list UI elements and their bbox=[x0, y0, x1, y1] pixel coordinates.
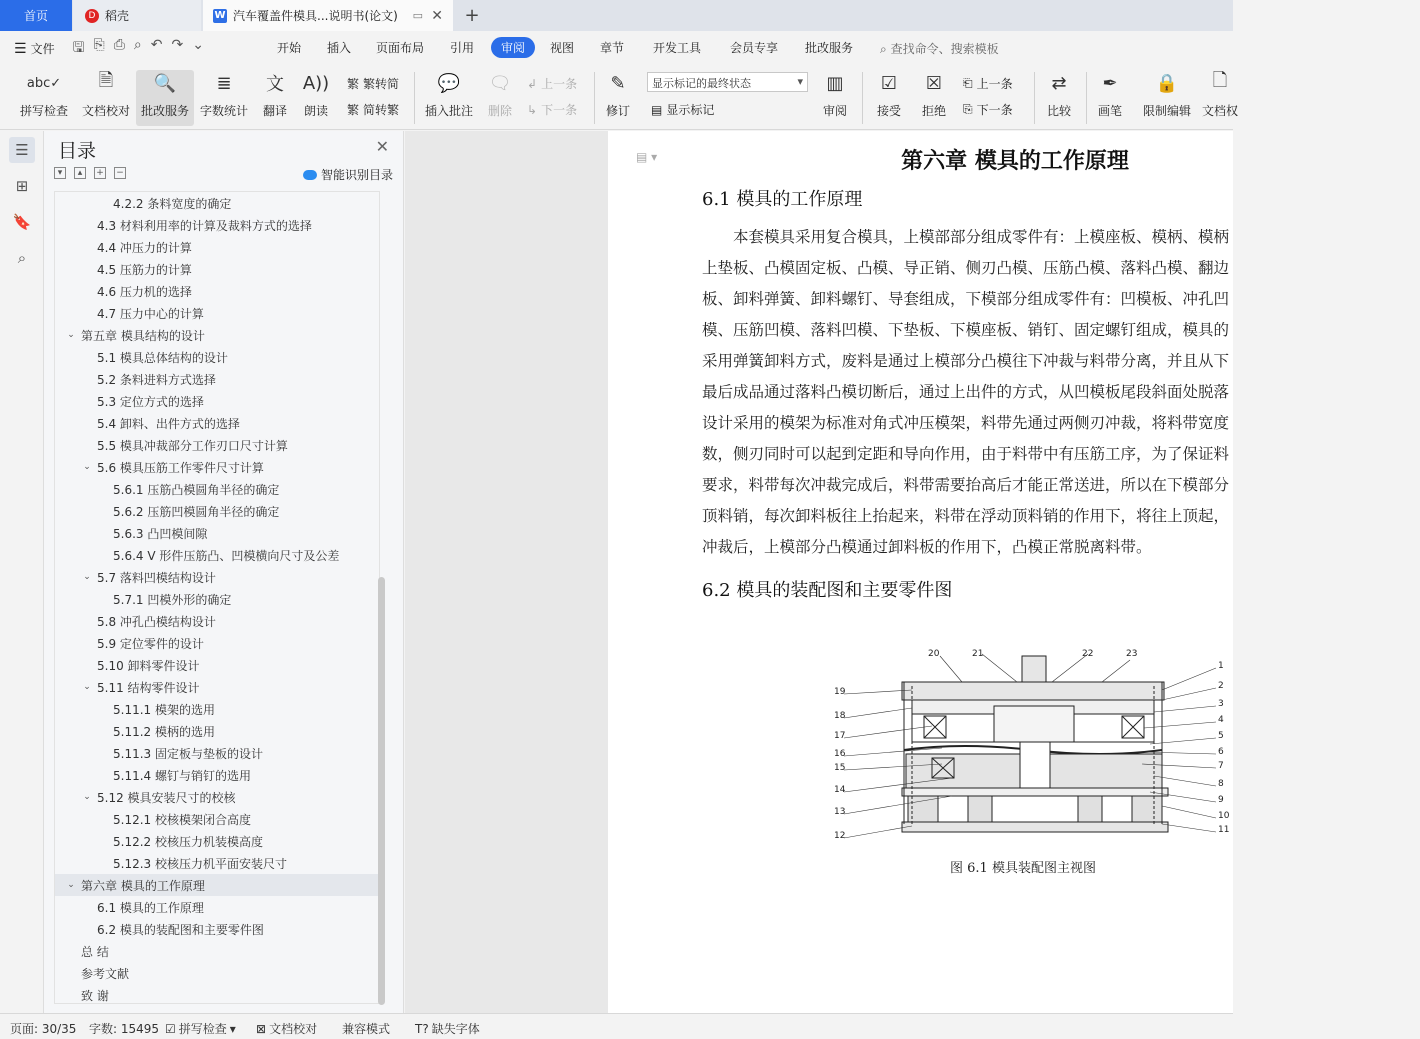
figure-part-label: 4 bbox=[1218, 715, 1224, 725]
daoke-logo-icon: D bbox=[85, 9, 99, 23]
toc-item-label: 5.11.3 固定板与垫板的设计 bbox=[113, 746, 263, 761]
smart-toc-label: 智能识别目录 bbox=[320, 168, 393, 182]
remove-heading-icon[interactable]: − bbox=[114, 167, 126, 179]
toc-item-label: 5.11 结构零件设计 bbox=[97, 680, 200, 695]
toc-item-label: 5.7 落料凹模结构设计 bbox=[97, 570, 216, 585]
toc-title: 目录 bbox=[58, 140, 97, 162]
review-pane-label: 审阅 bbox=[822, 104, 847, 118]
figure-part-label: 12 bbox=[834, 831, 846, 841]
prev-change-button[interactable] bbox=[963, 75, 1013, 92]
toc-item-label: 4.5 压筋力的计算 bbox=[97, 262, 192, 277]
writer-logo-icon: W bbox=[214, 10, 226, 21]
page-indicator[interactable]: 页面: 30/35 bbox=[10, 1022, 77, 1036]
toc-item[interactable] bbox=[55, 368, 379, 390]
doc-permission-icon: 🗋 bbox=[1212, 70, 1228, 91]
figure-part-label: 8 bbox=[1218, 779, 1224, 789]
show-markup-button[interactable] bbox=[651, 101, 714, 118]
figure-part-label: 5 bbox=[1218, 731, 1224, 741]
toc-item[interactable] bbox=[55, 588, 379, 610]
review-pane-button[interactable] bbox=[816, 70, 854, 119]
toc-item-label: 4.4 冲压力的计算 bbox=[97, 240, 192, 255]
paragraph-line: 采用弹簧卸料方式，废料是通过上模部分凸模往下冲裁与料带分离，并且从下 bbox=[702, 352, 1230, 370]
file-menu-label: 文件 bbox=[30, 42, 55, 56]
figure-part-label: 21 bbox=[972, 649, 984, 659]
toc-item-label: 5.10 卸料零件设计 bbox=[97, 658, 200, 673]
toc-item[interactable] bbox=[55, 522, 379, 544]
menu-bar bbox=[0, 31, 1233, 66]
reject-button[interactable] bbox=[915, 70, 953, 119]
figure-caption: 图 6.1 模具装配图主视图 bbox=[950, 861, 1096, 876]
accept-icon: ☑ bbox=[880, 72, 898, 94]
toc-item[interactable] bbox=[55, 610, 379, 632]
export-icon[interactable]: ⎘ bbox=[93, 36, 105, 53]
toc-item-label: 5.6.1 压筋凸模圆角半径的确定 bbox=[113, 482, 280, 497]
preview-icon[interactable]: ⌕ bbox=[133, 36, 142, 53]
toc-item-label: 第六章 模具的工作原理 bbox=[81, 878, 205, 893]
toc-list bbox=[54, 191, 380, 1004]
to-traditional-button[interactable] bbox=[347, 75, 399, 92]
figure-part-label: 10 bbox=[1218, 811, 1230, 821]
figure-part-label: 23 bbox=[1126, 649, 1138, 659]
toc-item[interactable] bbox=[55, 984, 379, 1006]
chevron-down-icon[interactable]: ⌄ bbox=[67, 880, 75, 890]
toc-item[interactable] bbox=[55, 412, 379, 434]
spellcheck-label: 拼写检查 bbox=[19, 104, 68, 118]
next-comment-label: 下一条 bbox=[541, 103, 578, 117]
toc-item-label: 6.2 模具的装配图和主要零件图 bbox=[97, 922, 264, 937]
tab-daoke-label: 稻壳 bbox=[105, 9, 130, 23]
translate-icon: 文 bbox=[266, 74, 284, 95]
toc-scrollbar[interactable] bbox=[378, 577, 385, 1005]
ribbon-toolbar bbox=[0, 66, 1238, 130]
tab-daoke[interactable] bbox=[73, 0, 201, 31]
hamburger-icon: ☰ bbox=[14, 40, 27, 57]
prev-change-label: 上一条 bbox=[976, 77, 1013, 91]
correction-service-label: 批改服务 bbox=[140, 104, 189, 118]
upper-die-plate bbox=[902, 682, 1164, 700]
figure-part-label: 2 bbox=[1218, 681, 1224, 691]
compat-mode[interactable]: 兼容模式 bbox=[342, 1022, 391, 1036]
toc-item-label: 4.2.2 条料宽度的确定 bbox=[113, 196, 232, 211]
file-menu[interactable] bbox=[14, 40, 55, 57]
paragraph-line: 上垫板、凸模固定板、凸模、导正销、侧刃凸模、压筋凸模、落料凸模、翻边 bbox=[702, 259, 1230, 277]
new-tab-button[interactable]: + bbox=[464, 5, 480, 26]
menu-tab-view[interactable]: 视图 bbox=[550, 41, 575, 55]
toc-item-label: 4.7 压力中心的计算 bbox=[97, 306, 204, 321]
add-heading-icon[interactable]: + bbox=[94, 167, 106, 179]
toc-item-label: 5.3 定位方式的选择 bbox=[97, 394, 204, 409]
delete-comment-label: 删除 bbox=[487, 104, 512, 118]
toc-item-label: 5.1 模具总体结构的设计 bbox=[97, 350, 228, 365]
toc-item[interactable] bbox=[55, 852, 379, 874]
toc-item[interactable] bbox=[55, 830, 379, 852]
toc-item-label: 5.12 模具安装尺寸的校核 bbox=[97, 790, 236, 805]
accept-button[interactable] bbox=[870, 70, 908, 119]
show-markup-label: 显示标记 bbox=[666, 103, 715, 117]
reject-icon: ☒ bbox=[925, 72, 943, 94]
toc-item[interactable] bbox=[55, 324, 379, 346]
menu-tab-member[interactable]: 会员专享 bbox=[730, 41, 779, 55]
toc-item[interactable] bbox=[55, 214, 379, 236]
markup-state-select[interactable]: 显示标记的最终状态 ▾ bbox=[647, 72, 808, 92]
insert-comment-icon: 💬 bbox=[437, 72, 461, 94]
figure-part-label: 15 bbox=[834, 763, 846, 773]
word-count-button[interactable] bbox=[198, 70, 250, 119]
toc-item-label: 4.3 材料利用率的计算及裁料方式的选择 bbox=[97, 218, 312, 233]
toc-item[interactable] bbox=[55, 302, 379, 324]
quick-access-toolbar bbox=[73, 37, 204, 61]
toc-item-label: 致 谢 bbox=[81, 988, 109, 1003]
spellcheck-button[interactable] bbox=[12, 70, 76, 119]
figure-part-label: 16 bbox=[834, 749, 846, 759]
page-options-icon[interactable]: ▤ ▾ bbox=[636, 150, 658, 164]
next-change-label: 下一条 bbox=[976, 103, 1013, 117]
figure-part-label: 7 bbox=[1218, 761, 1224, 771]
toc-item[interactable] bbox=[55, 258, 379, 280]
toc-item-label: 总 结 bbox=[81, 944, 109, 959]
chevron-down-icon[interactable]: ⌄ bbox=[83, 572, 91, 582]
review-pane-icon: ▥ bbox=[826, 72, 844, 94]
tab-home-label: 首页 bbox=[23, 9, 48, 23]
toc-item-label: 5.8 冲孔凸模结构设计 bbox=[97, 614, 216, 629]
chevron-down-icon: ▾ bbox=[229, 1021, 236, 1036]
toc-item[interactable] bbox=[55, 500, 379, 522]
search-nav-icon[interactable]: ⌕ bbox=[17, 249, 27, 267]
figure-part-label: 17 bbox=[834, 731, 846, 741]
read-aloud-label: 朗读 bbox=[303, 104, 328, 118]
toc-item[interactable] bbox=[55, 280, 379, 302]
smart-toc-button[interactable] bbox=[303, 166, 393, 183]
toc-item-label: 5.11.1 模架的选用 bbox=[113, 702, 215, 717]
reject-label: 拒绝 bbox=[921, 104, 946, 118]
toc-item-label: 5.9 定位零件的设计 bbox=[97, 636, 204, 651]
toc-item[interactable] bbox=[55, 544, 379, 566]
status-spellcheck-label: 拼写检查 bbox=[178, 1022, 227, 1036]
menu-tab-layout[interactable]: 页面布局 bbox=[376, 41, 425, 55]
status-spellcheck[interactable] bbox=[165, 1020, 236, 1037]
paragraph-line: 最后成品通过落料凸模切断后，通过上出件的方式，从凹模板尾段斜面处脱落 bbox=[702, 383, 1230, 401]
next-change-button[interactable] bbox=[963, 101, 1013, 118]
revise-label: 修订 bbox=[605, 104, 630, 118]
word-count-label: 字数统计 bbox=[199, 104, 248, 118]
toc-item[interactable] bbox=[55, 786, 379, 808]
missing-font-icon: T? bbox=[415, 1021, 429, 1036]
restrict-edit-label: 限制编辑 bbox=[1142, 104, 1191, 118]
doc-proof-button[interactable] bbox=[80, 70, 132, 119]
next-change-icon: ⎘ bbox=[963, 102, 973, 116]
menu-tab-devtools[interactable]: 开发工具 bbox=[653, 41, 702, 55]
restrict-edit-button[interactable] bbox=[1140, 70, 1194, 119]
doc-proof-label: 文档校对 bbox=[81, 104, 130, 118]
paragraph-line: 数，侧刃同时可以起到定距和导向作用，由于料带中有压筋工序，为了保证料 bbox=[702, 445, 1230, 463]
paragraph-line: 冲裁后，上模部分凸模通过卸料板的作用下，凸模正常脱离料带。 bbox=[702, 538, 1152, 556]
ribbon-separator bbox=[594, 72, 595, 124]
toc-item[interactable] bbox=[55, 346, 379, 368]
paragraph-line: 模、压筋凹模、落料凹模、下垫板、下模座板、销钉、固定螺钉组成，模具的 bbox=[702, 321, 1230, 339]
paragraph-line: 要求，料带每次冲裁完成后，料带需要抬高后才能正常送进，所以在下模部分 bbox=[702, 476, 1230, 494]
menu-tab-review[interactable]: 审阅 bbox=[491, 37, 535, 58]
word-count[interactable]: 字数: 15495 bbox=[89, 1022, 160, 1036]
to-simplified-button[interactable] bbox=[347, 101, 399, 118]
window-icon[interactable]: ▭ bbox=[412, 9, 423, 22]
delete-comment-button[interactable] bbox=[482, 70, 518, 119]
ribbon-separator bbox=[1086, 72, 1087, 124]
smart-toc-icon bbox=[303, 170, 317, 180]
insert-comment-button[interactable] bbox=[422, 70, 476, 119]
command-search[interactable] bbox=[880, 40, 999, 57]
navigation-rail bbox=[0, 131, 44, 1013]
figure-part-label: 22 bbox=[1082, 649, 1094, 659]
close-tab-icon[interactable]: ✕ bbox=[431, 7, 443, 24]
accept-label: 接受 bbox=[876, 104, 901, 118]
toc-item-label: 第五章 模具结构的设计 bbox=[81, 328, 205, 343]
toc-item[interactable] bbox=[55, 654, 379, 676]
toc-item[interactable] bbox=[55, 236, 379, 258]
toc-item-label: 5.5 模具冲裁部分工作刃口尺寸计算 bbox=[97, 438, 288, 453]
toc-item-label: 5.12.2 校核压力机装模高度 bbox=[113, 834, 263, 849]
pen-button[interactable] bbox=[1093, 70, 1127, 119]
to-traditional-label: 繁转简 bbox=[363, 77, 400, 91]
chevron-down-icon[interactable]: ⌄ bbox=[83, 792, 91, 802]
tab-document-label: 汽车覆盖件模具...说明书(论文) bbox=[233, 9, 398, 23]
delete-comment-icon: 🗨 bbox=[488, 72, 512, 94]
toc-item-label: 4.6 压力机的选择 bbox=[97, 284, 192, 299]
read-aloud-button[interactable] bbox=[300, 70, 332, 119]
pen-icon: ✒ bbox=[1102, 72, 1118, 94]
chevron-down-icon[interactable]: ⌄ bbox=[67, 330, 75, 340]
insert-comment-label: 插入批注 bbox=[424, 104, 473, 118]
toc-item-label: 5.12.1 校核模架闭合高度 bbox=[113, 812, 251, 827]
correction-service-icon: 🔍 bbox=[153, 72, 177, 94]
correction-service-button[interactable] bbox=[136, 70, 194, 126]
toc-item[interactable] bbox=[55, 566, 379, 588]
to-simplified-icon: 繁 bbox=[347, 103, 360, 117]
toc-nav-icon[interactable]: ☰ bbox=[9, 137, 35, 163]
compare-button[interactable] bbox=[1040, 70, 1078, 119]
bookmark-icon[interactable]: 🔖 bbox=[12, 213, 32, 231]
toc-item[interactable] bbox=[55, 390, 379, 412]
figure-part-label: 6 bbox=[1218, 747, 1224, 757]
toc-item[interactable] bbox=[55, 764, 379, 786]
toc-item-label: 5.11.4 螺钉与销钉的选用 bbox=[113, 768, 251, 783]
toc-item[interactable] bbox=[55, 742, 379, 764]
paragraph-line: 本套模具采用复合模具，上模部部分组成零件有：上模座板、模柄、模柄 bbox=[702, 228, 1230, 246]
figure-part-label: 11 bbox=[1218, 825, 1230, 835]
ribbon-separator bbox=[414, 72, 415, 124]
toc-item-label: 5.11.2 模柄的选用 bbox=[113, 724, 215, 739]
compare-label: 比较 bbox=[1046, 104, 1071, 118]
revise-icon: ✎ bbox=[610, 72, 626, 94]
assembly-drawing-figure bbox=[832, 646, 1232, 846]
translate-button[interactable] bbox=[255, 70, 295, 119]
toc-item[interactable] bbox=[55, 478, 379, 500]
menu-tab-reference[interactable]: 引用 bbox=[450, 41, 475, 55]
toc-item[interactable] bbox=[55, 918, 379, 940]
toc-item-label: 5.6.2 压筋凹模圆角半径的确定 bbox=[113, 504, 280, 519]
menu-tab-start[interactable]: 开始 bbox=[277, 41, 302, 55]
to-traditional-icon: 繁 bbox=[347, 77, 360, 91]
status-bar bbox=[0, 1013, 1233, 1039]
doc-proof-icon: 🗎 bbox=[98, 70, 114, 91]
prev-comment-icon: ↲ bbox=[527, 76, 538, 91]
to-simplified-label: 简转繁 bbox=[363, 103, 400, 117]
ribbon-separator bbox=[862, 72, 863, 124]
save-icon[interactable]: 🖫 bbox=[72, 39, 85, 56]
next-comment-icon: ↳ bbox=[527, 102, 538, 117]
toc-item-label: 5.6.4 V 形件压筋凸、凹模横向尺寸及公差 bbox=[113, 548, 340, 563]
read-aloud-icon: A)) bbox=[302, 72, 330, 94]
next-comment-button[interactable] bbox=[527, 101, 577, 118]
spellcheck-icon: abc✓ bbox=[26, 75, 62, 91]
translate-label: 翻译 bbox=[262, 104, 287, 118]
toc-item-label: 参考文献 bbox=[81, 966, 130, 981]
doc-permission-button[interactable] bbox=[1200, 70, 1240, 119]
toc-item-label: 5.6 模具压筋工作零件尺寸计算 bbox=[97, 460, 264, 475]
figure-part-label: 19 bbox=[834, 687, 846, 697]
toc-item-label: 5.12.3 校核压力机平面安装尺寸 bbox=[113, 856, 287, 871]
word-count-icon: ≣ bbox=[216, 72, 232, 94]
spellcheck-check-icon: ☑ bbox=[165, 1021, 176, 1036]
search-icon: ⌕ bbox=[880, 42, 887, 56]
show-markup-icon: ▤ bbox=[651, 102, 663, 117]
missing-font-label: 缺失字体 bbox=[431, 1022, 480, 1036]
toc-item-label: 5.6.3 凸凹模间隙 bbox=[113, 526, 208, 541]
toc-item[interactable] bbox=[55, 896, 379, 918]
lock-icon: 🔒 bbox=[1155, 72, 1179, 94]
status-doc-proof-label: 文档校对 bbox=[269, 1022, 318, 1036]
figure-part-label: 1 bbox=[1218, 661, 1224, 671]
paragraph-line: 设计采用的模架为标准对角式冲压模架，料带先通过两侧刃冲裁，将料带宽度 bbox=[702, 414, 1230, 432]
toc-item[interactable] bbox=[55, 874, 379, 896]
tab-document[interactable] bbox=[203, 0, 453, 31]
toc-item-label: 5.4 卸料、出件方式的选择 bbox=[97, 416, 240, 431]
pen-label: 画笔 bbox=[1097, 104, 1122, 118]
figure-part-label: 14 bbox=[834, 785, 846, 795]
missing-font-button[interactable] bbox=[415, 1020, 480, 1037]
expand-up-icon[interactable]: ▴ bbox=[74, 167, 86, 179]
toc-panel bbox=[44, 131, 404, 1013]
toc-item[interactable] bbox=[55, 676, 379, 698]
undo-icon[interactable]: ↶ bbox=[150, 36, 163, 53]
toc-item-label: 5.7.1 凹模外形的确定 bbox=[113, 592, 232, 607]
tab-home[interactable] bbox=[0, 0, 72, 31]
figure-part-label: 18 bbox=[834, 711, 846, 721]
toc-item[interactable] bbox=[55, 720, 379, 742]
tab-bar bbox=[0, 0, 1233, 31]
print-icon[interactable]: ⎙ bbox=[113, 36, 125, 53]
toc-controls bbox=[54, 167, 126, 179]
section-heading-6-1: 6.1 模具的工作原理 bbox=[702, 189, 863, 210]
command-search-label: 查找命令、搜索模板 bbox=[890, 42, 999, 56]
prev-comment-label: 上一条 bbox=[541, 77, 578, 91]
die-shank bbox=[1022, 656, 1046, 682]
figure-part-label: 3 bbox=[1218, 699, 1224, 709]
figure-part-label: 9 bbox=[1218, 795, 1224, 805]
menu-tab-correction[interactable]: 批改服务 bbox=[805, 41, 854, 55]
prev-change-icon: ⎗ bbox=[963, 76, 973, 90]
toc-item[interactable] bbox=[55, 698, 379, 720]
menu-tab-insert[interactable]: 插入 bbox=[327, 41, 352, 55]
paragraph-line: 顶料销，每次卸料板往上抬起来，料带在浮动顶料销的作用下，将往上顶起， bbox=[702, 507, 1230, 525]
toc-item[interactable] bbox=[55, 940, 379, 962]
more-icon[interactable]: ⌄ bbox=[192, 36, 204, 53]
toc-item[interactable] bbox=[55, 808, 379, 830]
chapter-nav-icon[interactable]: ⊞ bbox=[15, 177, 29, 195]
toc-item[interactable] bbox=[55, 962, 379, 984]
doc-permission-label: 文档权 bbox=[1201, 104, 1238, 118]
paragraph-line: 板、卸料弹簧、卸料螺钉、导套组成，下模部分组成零件有：凹模板、冲孔凹 bbox=[702, 290, 1230, 308]
chevron-down-icon[interactable]: ⌄ bbox=[83, 682, 91, 692]
toc-item-label: 5.2 条料进料方式选择 bbox=[97, 372, 216, 387]
toc-item[interactable] bbox=[55, 456, 379, 478]
figure-part-label: 13 bbox=[834, 807, 846, 817]
toc-item[interactable] bbox=[55, 632, 379, 654]
menu-tab-chapter[interactable]: 章节 bbox=[600, 41, 625, 55]
proof-icon: ⊠ bbox=[256, 1021, 267, 1036]
chapter-title: 第六章 模具的工作原理 bbox=[901, 148, 1129, 174]
collapse-all-icon[interactable]: ▾ bbox=[54, 167, 66, 179]
chevron-down-icon[interactable]: ⌄ bbox=[83, 462, 91, 472]
section-heading-6-2: 6.2 模具的装配图和主要零件图 bbox=[702, 580, 953, 601]
compare-icon: ⇄ bbox=[1051, 72, 1067, 94]
prev-comment-button[interactable] bbox=[527, 75, 577, 92]
toc-item[interactable] bbox=[55, 192, 379, 214]
toc-item[interactable] bbox=[55, 434, 379, 456]
ribbon-separator bbox=[1034, 72, 1035, 124]
status-doc-proof[interactable] bbox=[256, 1020, 317, 1037]
figure-part-label: 20 bbox=[928, 649, 940, 659]
close-icon[interactable]: ✕ bbox=[375, 137, 389, 156]
revise-button[interactable] bbox=[600, 70, 636, 119]
redo-icon[interactable]: ↷ bbox=[171, 36, 184, 53]
toc-item-label: 6.1 模具的工作原理 bbox=[97, 900, 204, 915]
